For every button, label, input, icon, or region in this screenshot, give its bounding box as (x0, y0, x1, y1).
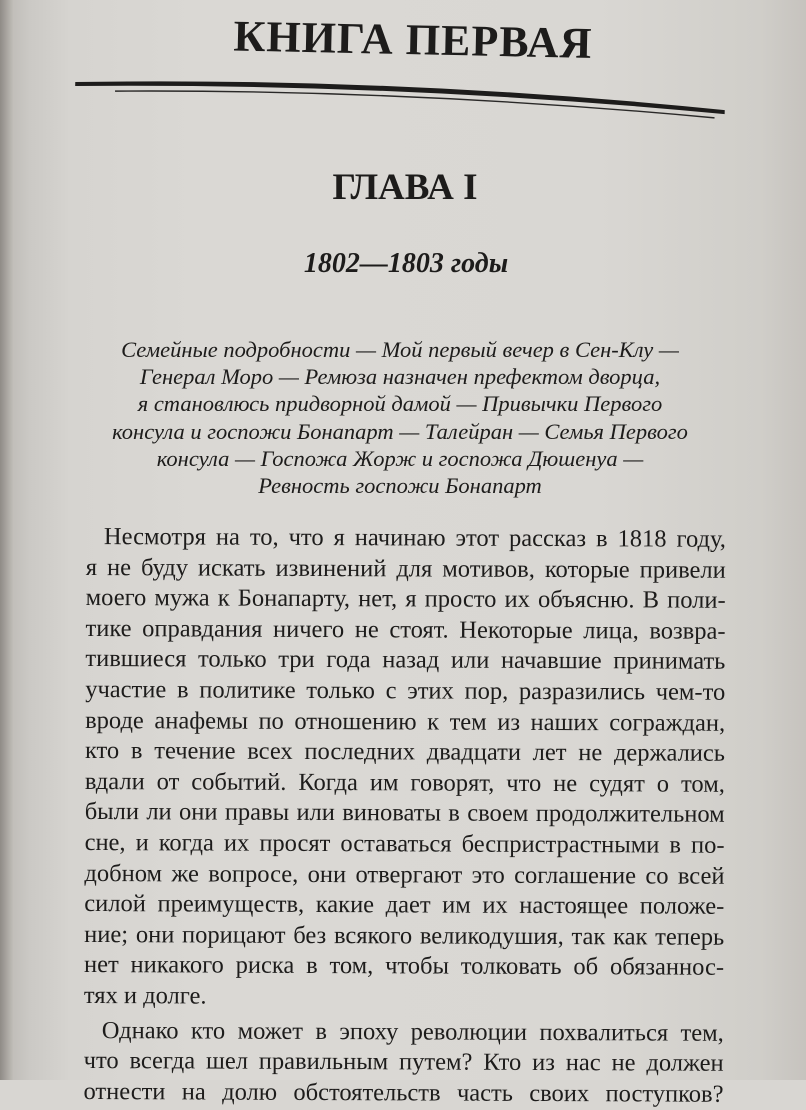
body-text-line: тях и долге. (83, 981, 207, 1010)
body-text-line: вдали от событий. Когда им говорят, что не судят о том, (84, 767, 725, 798)
synopsis-line: я становлюсь придворной дамой — Привычки Первого (137, 391, 663, 417)
body-text-line: силой преимуществ, какие дает им их настоящее положе- (84, 890, 725, 920)
body-text-line: тившиеся только три года назад или начавшие принимать (85, 645, 726, 676)
body-text-line: ние; они порицают без всякого великодушия, так как теперь (84, 920, 725, 951)
chapter-synopsis (90, 336, 710, 499)
synopsis-line: консула — Госпожа Жорж и госпожа Дюшенуа — (156, 445, 644, 471)
chapter-title: ГЛАВА I (332, 167, 478, 208)
body-text-line: кто в течение всех последних двадцати лет не держались (84, 737, 726, 767)
body-text-line: участие в политике только с этих пор, разразились чем-то (85, 675, 726, 706)
synopsis-line: консула и госпожи Бонапарт — Талейран — Семья Первого (112, 418, 688, 444)
chapter-body-text (83, 522, 726, 1110)
chapter-years: 1802—1803 годы (303, 248, 509, 279)
body-text-line: вроде анафемы по отношению к тем из наших сограждан, (85, 706, 726, 737)
body-text-line: сне, и когда их просят оставаться беспристрастными в по- (84, 828, 725, 859)
synopsis-line: Генерал Моро — Ремюза назначен префектом дворца, (139, 364, 661, 390)
page-gutter-shadow (0, 0, 14, 1080)
body-text-line: что всегда шел правильным путем? Кто из нас не должен (83, 1047, 724, 1077)
body-text-line: добном же вопросе, они отвергают это соглашение со всей (84, 859, 725, 890)
body-text-line: Однако кто может в эпоху революции похвалиться тем, (101, 1016, 724, 1047)
body-text-line: отнести на долю обстоятельств часть своих поступков? (83, 1077, 724, 1108)
body-text-line: были ли они правы или виноваты в своем продолжительном (84, 798, 725, 829)
book-title: КНИГА ПЕРВАЯ (233, 11, 593, 68)
synopsis-line: Семейные подробности — Мой первый вечер в Сен-Клу — (121, 337, 679, 362)
title-underline-rule (74, 70, 725, 132)
body-text-line: я не буду искать извинений для мотивов, которые привели (85, 553, 726, 584)
body-text-line: моего мужа к Бонапарту, нет, я просто их объясню. В поли- (85, 584, 726, 614)
body-text-line: нет никакого риска в том, чтобы толковать об обязаннос- (84, 951, 725, 982)
body-text-line: Несмотря на то, что я начинаю этот рассказ в 1818 году, (103, 523, 726, 553)
body-text-line: тике оправдания ничего не стоят. Некоторые лица, возвра- (85, 614, 726, 645)
synopsis-line: Ревность госпожи Бонапарт (258, 473, 542, 499)
